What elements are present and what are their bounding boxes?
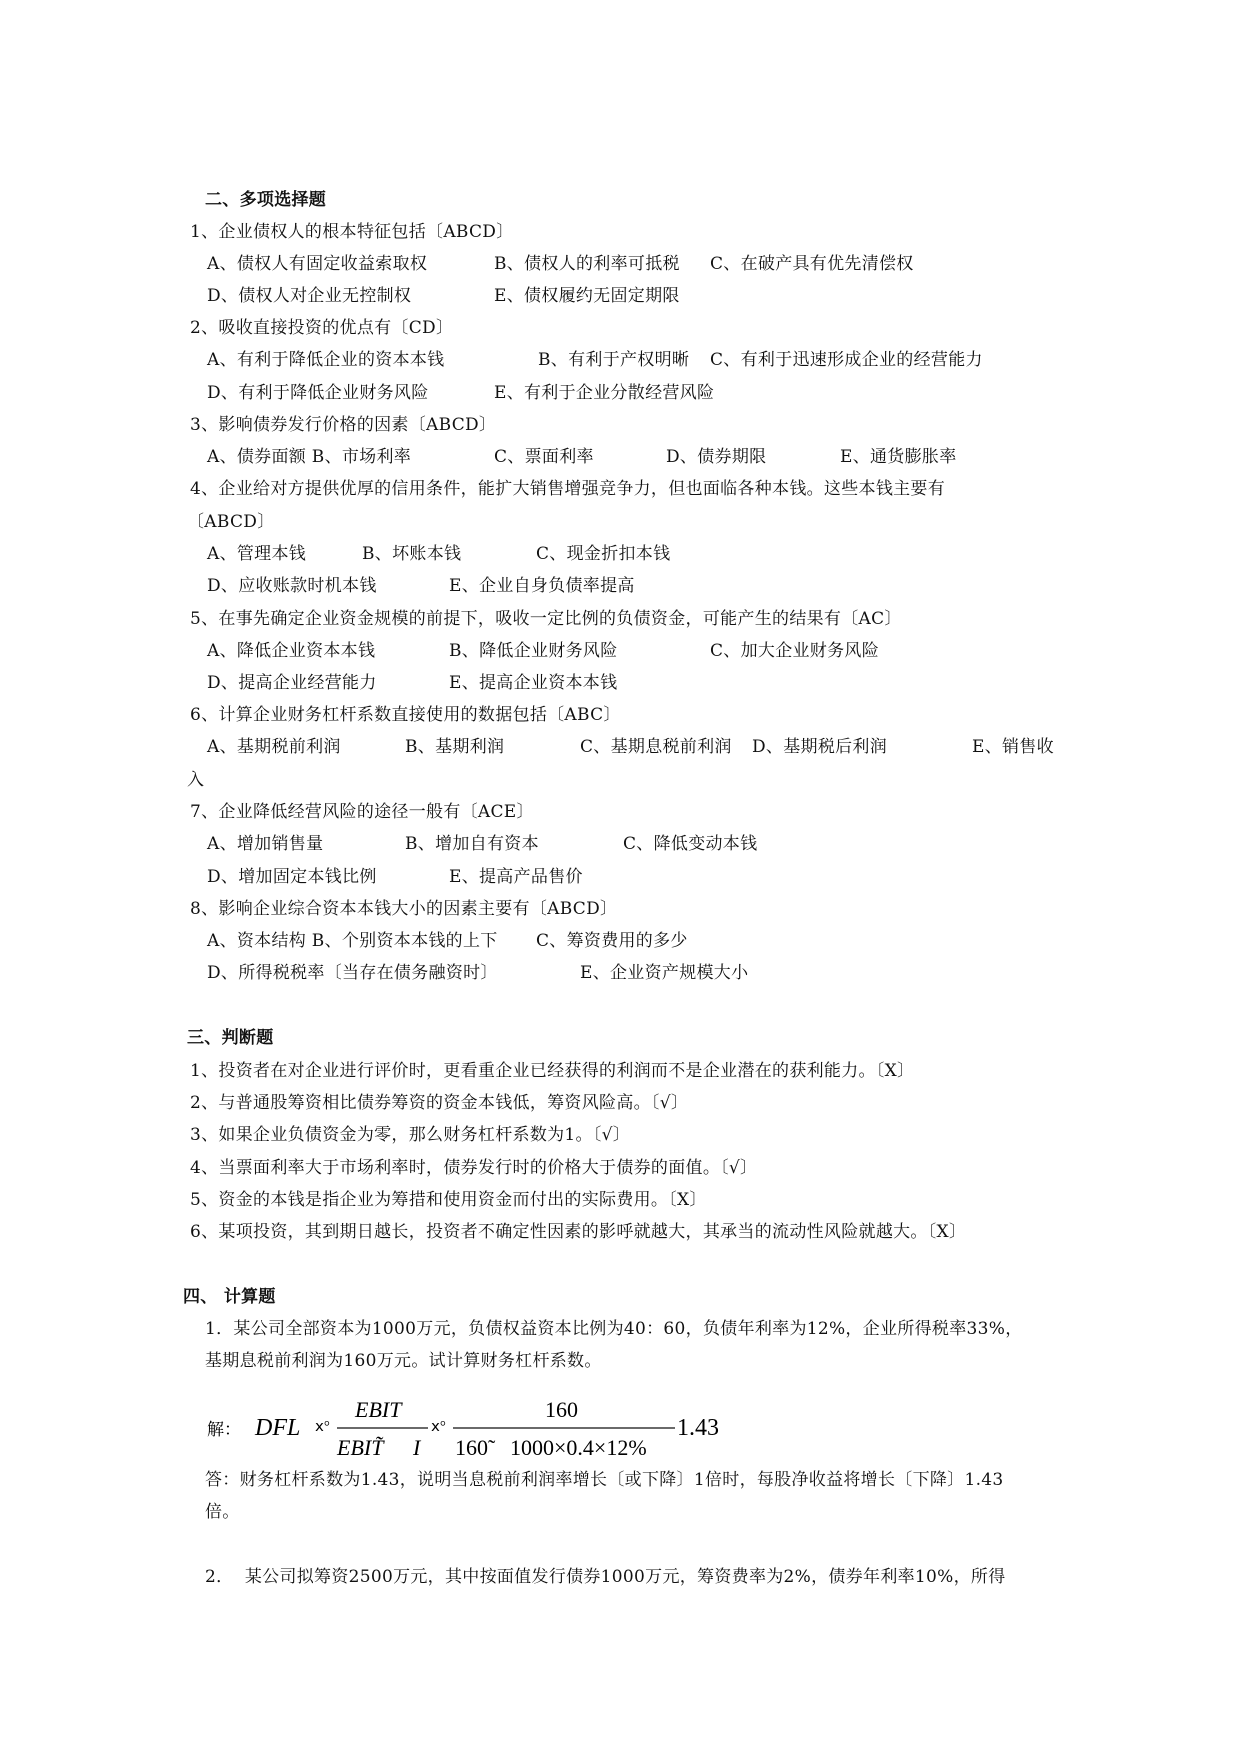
q5-option-b: B、降低企业财务风险 [449,641,618,661]
q2-option-e: E、有利于企业分散经营风险 [494,383,715,403]
q8-option-e: E、企业资产规模大小 [580,963,749,983]
q4-option-b: B、坏账本钱 [362,544,462,564]
judgment-item-4: 4、当票面利率大于市场利率时，债券发行时的价格大于债券的面值。〔√〕 [190,1158,758,1178]
q4-stem-line1: 4、企业给对方提供优厚的信用条件，能扩大销售增强竞争力，但也面临各种本钱。这些本钱主要有 [190,479,946,499]
q6-option-d: D、基期税后利润 [752,737,888,757]
q7-option-a: A、增加销售量 [207,834,324,854]
q6-option-e: E、销售收 [972,737,1054,757]
q8-option-d: D、所得税税率〔当存在债务融资时〕 [207,963,498,983]
judgment-item-6: 6、某项投资，其到期日越长，投资者不确定性因素的影呼就越大，其承当的流动性风险就越大。〔X〕 [190,1222,967,1242]
fraction1-denominator-b: I [413,1435,421,1460]
formula-result: 1.43 [677,1415,719,1441]
q4-stem-line2: 〔ABCD〕 [187,512,275,532]
section3-title: 三、判断题 [187,1028,274,1048]
q6-option-a: A、基期税前利润 [207,737,341,757]
q7-option-c: C、降低变动本钱 [623,834,758,854]
fraction1-denominator-a: EBIT̃ [337,1435,384,1460]
q4-option-a: A、管理本钱 [207,544,307,564]
q5-option-e: E、提高企业资本本钱 [449,673,618,693]
q3-option-c: C、票面利率 [494,447,594,467]
approx-symbol-2: ⅹ° [431,1419,446,1435]
q8-option-c: C、筹资费用的多少 [536,931,688,951]
q4-option-d: D、应收账款时机本钱 [207,576,377,596]
dfl-formula-svg [205,1385,765,1463]
fraction1-numerator: EBIT [355,1397,402,1422]
q5-option-a: A、降低企业资本本钱 [207,641,376,661]
q1-option-b: B、债权人的利率可抵税 [494,254,680,274]
q2-option-b: B、有利于产权明晰 [538,350,690,370]
q8-stem: 8、影响企业综合资本本钱大小的因素主要有〔ABCD〕 [190,899,618,919]
q1-stem: 1、企业债权人的根本特征包括〔ABCD〕 [190,222,514,242]
q2-option-c: C、有利于迅速形成企业的经营能力 [710,350,983,370]
q1-option-a: A、债权人有固定收益索取权 [207,254,428,274]
q7-option-e: E、提高产品售价 [449,867,583,887]
approx-symbol-1: ⅹ° [315,1419,330,1435]
q3-stem: 3、影响债券发行价格的因素〔ABCD〕 [190,415,497,435]
q3-option-d: D、债券期限 [666,447,767,467]
q5-stem: 5、在事先确定企业资金规模的前提下，吸收一定比例的负债资金，可能产生的结果有〔AC〕 [190,609,902,629]
q3-option-e: E、通货膨胀率 [840,447,957,467]
q6-option-e-wrap: 入 [187,770,205,790]
q7-option-d: D、增加固定本钱比例 [207,867,377,887]
fraction2-denominator-a: 160̃ [455,1435,488,1460]
answer-line1: 答：财务杠杆系数为1.43，说明当息税前利润率增长〔或下降〕1倍时，每股净收益将增长〔下降〕1.43 [205,1470,1004,1490]
q8-option-ab: A、资本结构 B、个别资本本钱的上下 [207,931,498,951]
q5-option-d: D、提高企业经营能力 [207,673,377,693]
q1-option-d: D、债权人对企业无控制权 [207,286,412,306]
solution-label: 解： [207,1420,241,1439]
answer-line2: 倍。 [205,1502,240,1522]
section4-title: 四、 计算题 [183,1287,276,1307]
q7-option-b: B、增加自有资本 [405,834,539,854]
fraction2-numerator: 160 [545,1397,578,1422]
fraction2-denominator-b: 1000×0.4×12% [510,1435,647,1460]
q7-stem: 7、企业降低经营风险的途径一般有〔ACE〕 [190,802,534,822]
q4-option-e: E、企业自身负债率提高 [449,576,635,596]
q6-option-c: C、基期息税前利润 [580,737,732,757]
q4-option-c: C、现金折扣本钱 [536,544,671,564]
q2-stem: 2、吸收直接投资的优点有〔CD〕 [190,318,454,338]
problem2-line1: 2． 某公司拟筹资2500万元，其中按面值发行债券1000万元，筹资费率为2%，债券年利率10%，所得 [205,1567,1006,1587]
judgment-item-1: 1、投资者在对企业进行评价时，更看重企业已经获得的利润而不是企业潜在的获利能力。〔X〕 [190,1061,915,1081]
judgment-item-2: 2、与普通股筹资相比债券筹资的资金本钱低，筹资风险高。〔√〕 [190,1093,689,1113]
section2-title: 二、多项选择题 [205,190,327,210]
problem1-line1: 1．某公司全部资本为1000万元，负债权益资本比例为40：60，负债年利率为12%，企业所得税率33%， [205,1319,1023,1339]
q2-option-d: D、有利于降低企业财务风险 [207,383,429,403]
q3-option-ab: A、债券面额 B、市场利率 [207,447,412,467]
q1-option-c: C、在破产具有优先清偿权 [710,254,914,274]
q2-option-a: A、有利于降低企业的资本本钱 [207,350,445,370]
judgment-item-3: 3、如果企业负债资金为零，那么财务杠杆系数为1。〔√〕 [190,1125,631,1145]
q6-stem: 6、计算企业财务杠杆系数直接使用的数据包括〔ABC〕 [190,705,621,725]
dfl-symbol: DFL [255,1415,301,1441]
q1-option-e: E、债权履约无固定期限 [494,286,680,306]
dfl-formula [205,1385,765,1463]
judgment-item-5: 5、资金的本钱是指企业为筹措和使用资金而付出的实际费用。〔X〕 [190,1190,707,1210]
q6-option-b: B、基期利润 [405,737,505,757]
problem1-line2: 基期息税前利润为160万元。试计算财务杠杆系数。 [205,1351,602,1371]
q5-option-c: C、加大企业财务风险 [710,641,880,661]
